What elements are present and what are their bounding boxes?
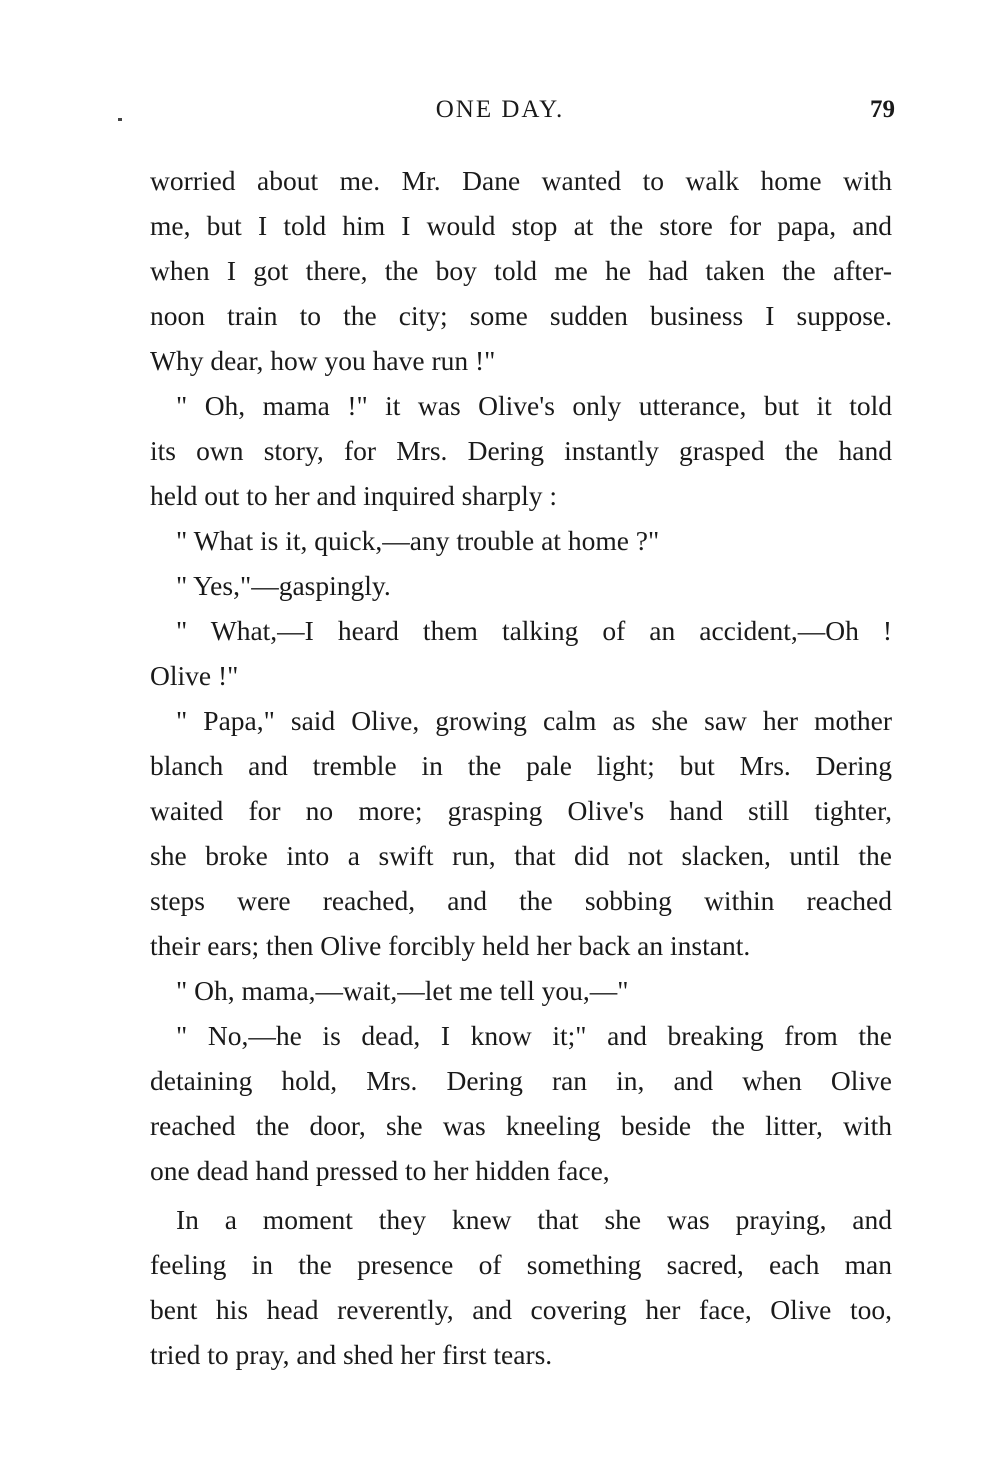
text-line: " What,—I heard them talking of an accident,—Oh ! (176, 615, 892, 646)
text-line: " No,—he is dead, I know it;" and breaking from the (176, 1020, 892, 1051)
text-line: waited for no more; grasping Olive's hand still tighter, (150, 795, 892, 826)
text-line: bent his head reverently, and covering her face, Olive too, (150, 1294, 892, 1325)
text-line: " Papa," said Olive, growing calm as she saw her mother (176, 705, 892, 736)
text-line: noon train to the city; some sudden business I suppose. (150, 300, 892, 331)
body-text (150, 158, 892, 1377)
text-line: tried to pray, and shed her first tears. (150, 1339, 553, 1370)
text-line: " What is it, quick,—any trouble at home ?" (176, 525, 660, 556)
text-line: In a moment they knew that she was praying, and (176, 1204, 892, 1235)
page-number: 79 (870, 96, 895, 123)
text-line: when I got there, the boy told me he had taken the after- (150, 255, 892, 286)
text-line: held out to her and inquired sharply : (150, 480, 558, 511)
text-line: Why dear, how you have run !" (150, 345, 496, 376)
text-line: she broke into a swift run, that did not slacken, until the (150, 840, 892, 871)
text-line: detaining hold, Mrs. Dering ran in, and when Olive (150, 1065, 892, 1096)
text-line: " Oh, mama !" it was Olive's only utterance, but it told (176, 390, 892, 421)
text-line: " Oh, mama,—wait,—let me tell you,—" (176, 975, 629, 1006)
text-line: steps were reached, and the sobbing within reached (150, 885, 892, 916)
text-line: me, but I told him I would stop at the store for papa, and (150, 210, 892, 241)
text-line: blanch and tremble in the pale light; but Mrs. Dering (150, 750, 892, 781)
ink-speck (118, 118, 122, 121)
text-line: " Yes,"—gaspingly. (176, 570, 391, 601)
running-title: ONE DAY. (435, 96, 565, 123)
running-head (0, 90, 1000, 130)
text-line: Olive !" (150, 660, 239, 691)
text-line: reached the door, she was kneeling beside the litter, with (150, 1110, 892, 1141)
text-line: its own story, for Mrs. Dering instantly grasped the hand (150, 435, 892, 466)
text-line: one dead hand pressed to her hidden face, (150, 1155, 610, 1186)
text-line: their ears; then Olive forcibly held her back an instant. (150, 930, 751, 961)
text-line: feeling in the presence of something sacred, each man (150, 1249, 892, 1280)
text-line: worried about me. Mr. Dane wanted to walk home with (150, 165, 892, 196)
